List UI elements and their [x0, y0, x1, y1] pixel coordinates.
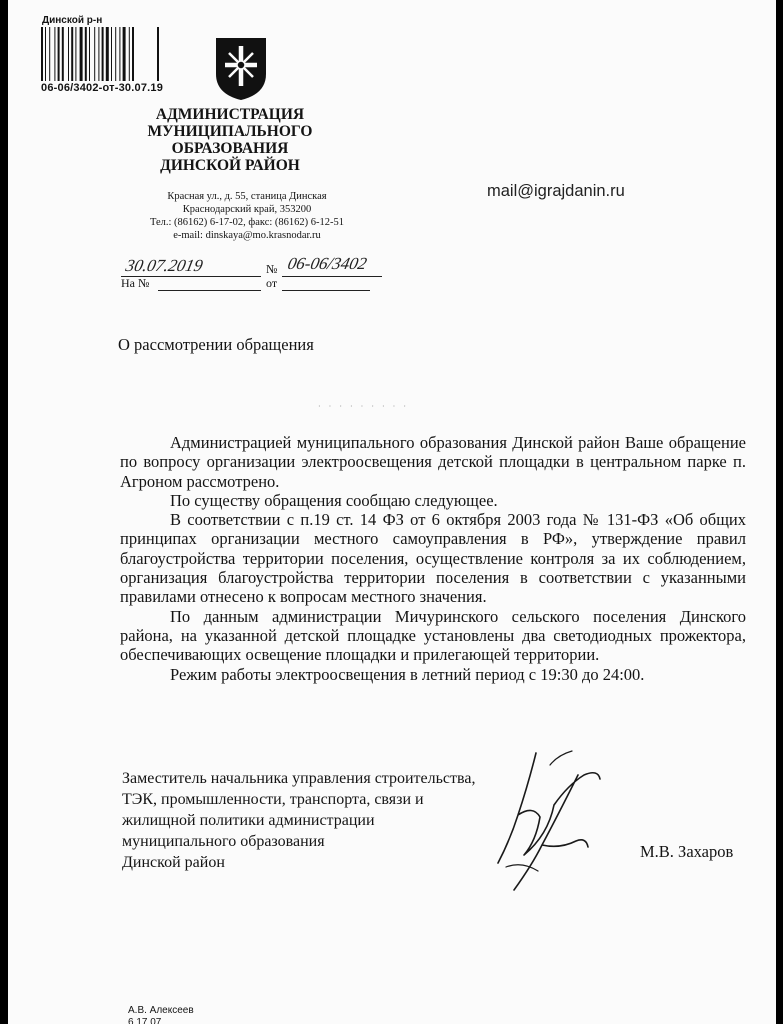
barcode-bar — [58, 27, 60, 81]
registration-number-label: № — [266, 262, 278, 276]
barcode-bar — [75, 27, 76, 81]
barcode-number: 06-06/3402-от-30.07.19 — [41, 82, 164, 94]
paragraph-3: В соответствии с п.19 ст. 14 ФЗ от 6 октября 2003 года № 131-ФЗ «Об общих принципах организации местного самоуправления в РФ», утверждение правил благоустройства территории поселения, осуществление контроля за их соблюдением, организация благоустройства территории поселения в соответствии с указанными правилами отнесено к вопросам местного значения. — [120, 510, 746, 607]
position-line-1: Заместитель начальника управления строительства, — [122, 770, 476, 787]
registration-date: 30.07.2019 — [124, 256, 205, 275]
barcode-bar — [119, 27, 120, 81]
barcode-bar — [54, 27, 55, 81]
barcode-bar — [62, 27, 64, 81]
barcode-bar — [71, 27, 73, 81]
barcode-bar — [129, 27, 130, 81]
barcode-label: Динской р-н — [42, 15, 103, 26]
position-line-4: муниципального образования — [122, 833, 325, 850]
handwritten-signature — [488, 745, 608, 895]
address-line-3: Тел.: (86162) 6-17-02, факс: (86162) 6-12-51 — [149, 217, 345, 228]
scan-artifact: · · · · · · · · · — [318, 402, 409, 411]
reply-from-label: от — [266, 276, 278, 290]
org-line-4: ДИНСКОЙ РАЙОН — [160, 157, 300, 174]
registration-number: 06-06/3402 — [286, 254, 369, 273]
executor-info — [128, 1005, 194, 1024]
paragraph-1: Администрацией муниципального образования Динской район Ваше обращение по вопросу организации электроосвещения детской площадки в центральном парке п. Агроном рассмотрено. — [120, 433, 746, 491]
reply-to-line — [158, 276, 261, 291]
letter-page — [8, 0, 776, 1024]
barcode-bar — [98, 27, 99, 81]
barcode — [41, 27, 159, 81]
barcode-bar — [49, 27, 50, 81]
paragraph-5: Режим работы электроосвещения в летний период с 19:30 до 24:00. — [170, 664, 645, 684]
letter-subject: О рассмотрении обращения — [118, 335, 314, 354]
signatory-position — [122, 768, 475, 873]
recipient-email: mail@igrajdanin.ru — [487, 182, 625, 200]
letter-body — [120, 433, 746, 684]
barcode-bar — [106, 27, 109, 81]
barcode-bar — [115, 27, 116, 81]
address-line-4: e-mail: dinskaya@mo.krasnodar.ru — [173, 230, 321, 241]
barcode-bar — [68, 27, 69, 81]
executor-name: А.В. Алексеев — [128, 1005, 194, 1016]
position-line-3: жилищной политики администрации — [122, 812, 375, 829]
coat-of-arms-icon — [214, 36, 268, 102]
org-line-1: АДМИНИСТРАЦИЯ — [155, 106, 305, 123]
barcode-bar — [123, 27, 126, 81]
barcode-bar — [132, 27, 134, 81]
barcode-bar — [94, 27, 95, 81]
position-line-2: ТЭК, промышленности, транспорта, связи и — [122, 791, 424, 808]
barcode-bar — [102, 27, 104, 81]
executor-phone: 6 17 07 — [128, 1017, 162, 1024]
org-line-2: МУНИЦИПАЛЬНОГО — [147, 123, 313, 140]
barcode-bar — [111, 27, 112, 81]
barcode-bar — [85, 27, 87, 81]
reply-from-line — [282, 276, 370, 291]
barcode-bar — [89, 27, 90, 81]
sender-address — [138, 190, 356, 242]
barcode-bar — [45, 27, 46, 81]
signatory-name: М.В. Захаров — [640, 842, 734, 861]
address-line-2: Краснодарский край, 353200 — [182, 204, 312, 215]
paragraph-2: По существу обращения сообщаю следующее. — [170, 490, 498, 510]
reply-to-label: На № — [121, 276, 150, 290]
sender-organization — [130, 106, 330, 174]
org-line-3: ОБРАЗОВАНИЯ — [171, 140, 289, 157]
address-line-1: Красная ул., д. 55, станица Динская — [167, 191, 327, 202]
paragraph-4: По данным администрации Мичуринского сельского поселения Динского района, на указанной детской площадке установлены два светодиодных прожектора, обеспечивающих освещение площадки и прилегающей территории. — [120, 606, 746, 665]
barcode-bar — [80, 27, 83, 81]
position-line-5: Динской район — [122, 854, 225, 871]
